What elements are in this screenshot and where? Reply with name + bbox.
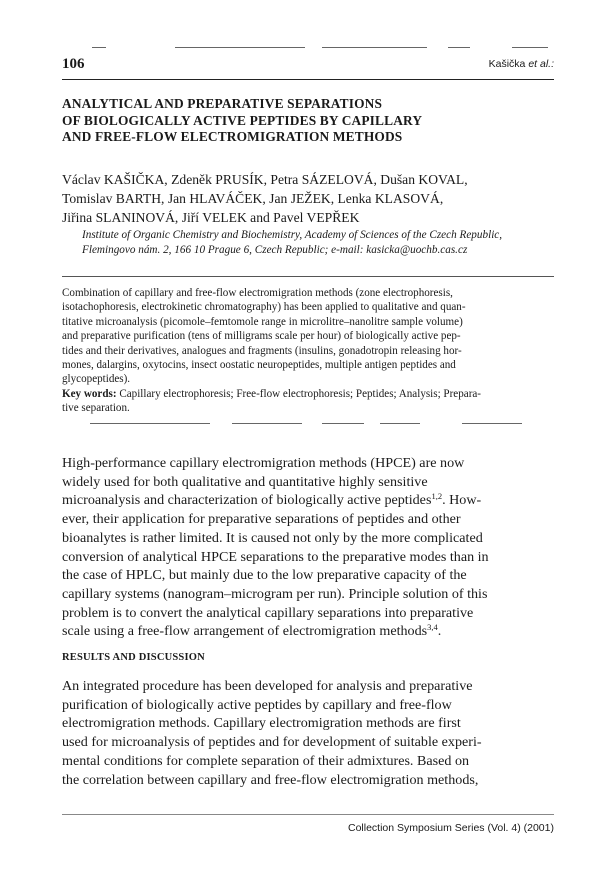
abstract-separator [232,423,302,424]
abstract-separator [322,423,364,424]
abstract-line: glycopeptides). [62,373,131,386]
affiliation-line: Institute of Organic Chemistry and Biochemistry, Academy of Sciences of the Czech Republic, [82,229,503,241]
body-text: . [437,623,442,640]
body-line: bioanalytes is rather limited. It is caused not only by the more complicated [62,529,483,546]
top-scan-mark [512,47,548,48]
introduction-paragraph [62,454,556,641]
body-line: widely used for both qualitative and quantitative highly sensitive [62,473,428,490]
author-list [62,170,552,227]
body-line: High-performance capillary electromigration methods (HPCE) are now [62,455,465,471]
body-line: mental conditions for complete separation of their admixtures. Based on [62,752,470,769]
abstract-line: tides and their derivatives, analogues and fragments (insulins, gonadotropin releasing hor- [62,344,462,357]
top-scan-mark [175,47,305,48]
header-rule [62,79,554,80]
top-scan-mark [448,47,470,48]
keywords-text-cont: tive separation. [62,402,130,415]
body-line: An integrated procedure has been developed for analysis and preparative [62,678,473,694]
keywords-text: Capillary electrophoresis; Free-flow electrophoresis; Peptides; Analysis; Prepara- [119,387,482,400]
top-scan-mark [322,47,427,48]
running-head-author: Kašička [488,58,526,70]
running-head [489,58,554,70]
results-paragraph [62,677,556,789]
body-text: microanalysis and characterization of biologically active peptides [62,492,432,509]
abstract-separator [462,423,522,424]
body-line: used for microanalysis of peptides and for development of suitable experi- [62,734,482,751]
body-line: capillary systems (nanogram–microgram per run). Principle solution of this [62,585,488,602]
abstract-line: titative microanalysis (picomole–femtomole range in microlitre–nanolitre sample volume) [62,315,463,328]
keywords-label: Key words: [62,387,117,400]
citation: 1,2 [431,491,443,502]
top-scan-mark [92,47,106,48]
keywords [62,387,554,401]
page-footer: Collection Symposium Series (Vol. 4) (2001) [347,822,554,834]
abstract-line: mones, dalargins, oxytocins, insect oostatic neuropeptides, multiple antigen peptides and [62,359,456,372]
abstract-top-rule [62,276,554,277]
page-header [62,56,554,78]
author-line: Tomislav BARTH, Jan HLAVÁČEK, Jan JEŽEK, Lenka KLASOVÁ, [62,191,444,206]
running-head-suffix: et al.: [528,58,554,70]
title-line: OF BIOLOGICALLY ACTIVE PEPTIDES BY CAPILLARY [62,112,423,128]
body-line: purification of biologically active peptides by capillary and free-flow [62,696,452,713]
author-line: Jiřina SLANINOVÁ, Jiří VELEK and Pavel VEPŘEK [62,210,360,225]
body-line: the case of HPLC, but mainly due to the low preparative capacity of the [62,567,467,584]
abstract-separator [90,423,210,424]
affiliation [82,228,554,258]
body-text: . How- [442,492,482,509]
body-line [62,491,556,510]
abstract-line: and preparative purification (tens of milligrams scale per hour) of biologically active pep- [62,330,461,343]
abstract-separator [380,423,420,424]
paper-title [62,96,542,146]
section-heading: RESULTS AND DISCUSSION [62,652,205,663]
body-text: scale using a free-flow arrangement of electromigration methods [62,623,428,640]
footer-rule [62,814,554,815]
body-line: conversion of analytical HPCE separations to the preparative modes than in [62,548,489,565]
title-line: AND FREE-FLOW ELECTROMIGRATION METHODS [62,129,403,144]
citation: 3,4 [427,622,438,633]
page-number: 106 [62,56,85,72]
title-line: ANALYTICAL AND PREPARATIVE SEPARATIONS [62,96,383,111]
body-line [62,622,556,641]
abstract-line: isotachophoresis, electrokinetic chromatography) has been applied to qualitative and quan- [62,301,466,314]
author-line: Václav KAŠIČKA, Zdeněk PRUSÍK, Petra SÁZELOVÁ, Dušan KOVAL, [62,172,468,187]
affiliation-line: Flemingovo nám. 2, 166 10 Prague 6, Czech Republic; e-mail: kasicka@uochb.cas.cz [82,244,468,256]
body-line: the correlation between capillary and free-flow electromigration methods, [62,771,479,788]
body-line: electromigration methods. Capillary electromigration methods are first [62,715,461,732]
abstract [62,286,554,416]
body-line: problem is to convert the analytical capillary separations into preparative [62,604,474,621]
body-line: ever, their application for preparative separations of peptides and other [62,511,461,528]
abstract-line: Combination of capillary and free-flow electromigration methods (zone electrophoresis, [62,287,453,299]
